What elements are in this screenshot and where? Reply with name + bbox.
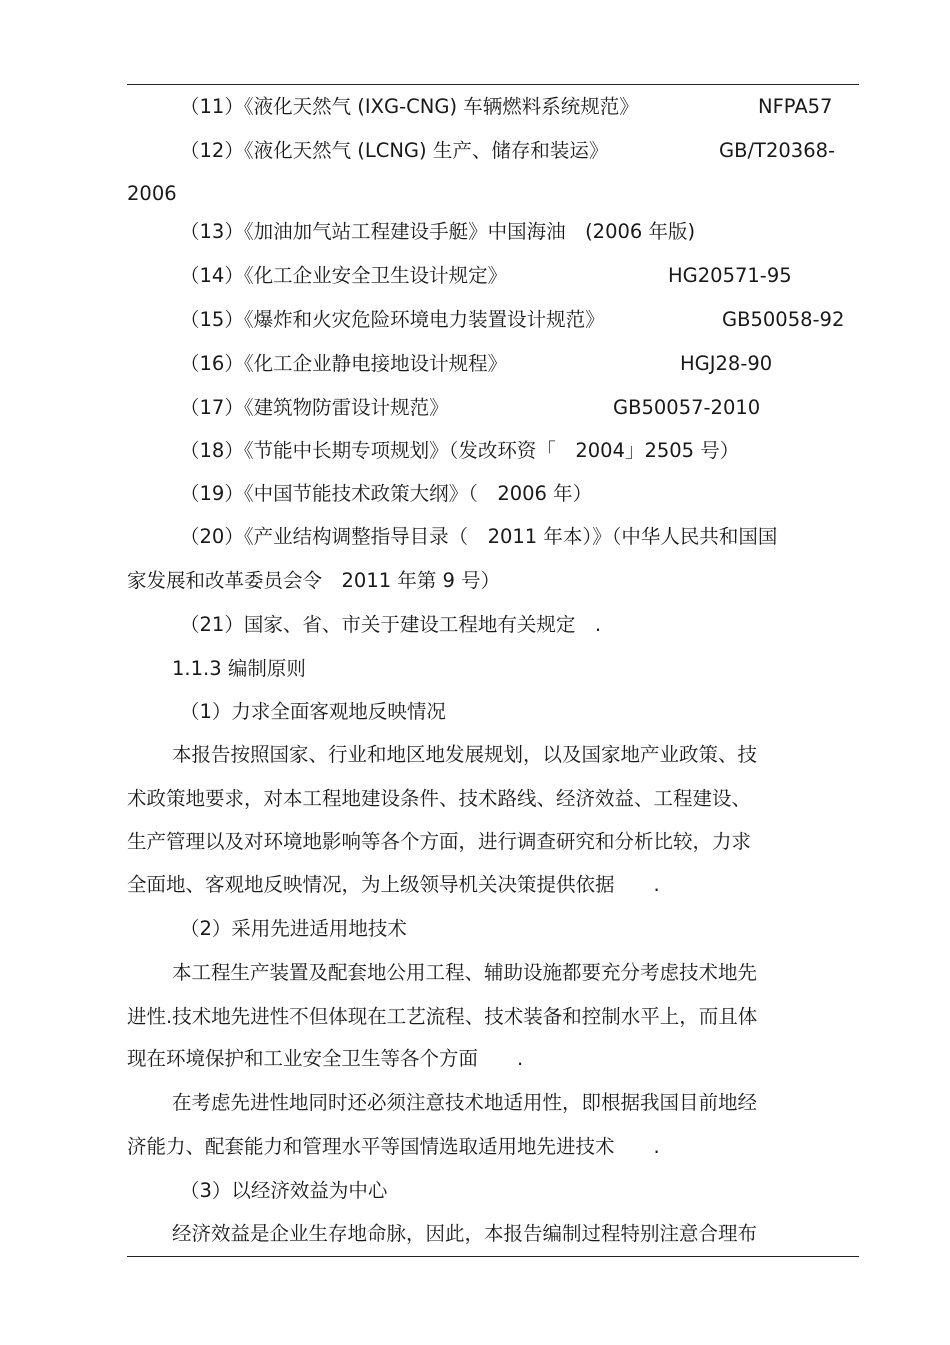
- reference-code-17: GB50057-2010: [613, 396, 761, 419]
- paragraph-line: 生产管理以及对环境地影响等各个方面，进行调查研究和分析比较，力求: [127, 830, 752, 853]
- reference-item-20: （20）《产业结构调整指导目录（ 2011 年本）》（中华人民共和国国: [180, 525, 778, 548]
- section-heading: 1.1.3 编制原则: [172, 657, 306, 680]
- footer-rule: [127, 1256, 859, 1257]
- reference-item-20-continuation: 家发展和改革委员会令 2011 年第 9 号）: [127, 569, 501, 592]
- reference-item-16: （16）《化工企业静电接地设计规程》: [180, 352, 508, 375]
- reference-item-19: （19）《中国节能技术政策大纲》（ 2006 年）: [180, 482, 593, 505]
- paragraph-line: 进性.技术地先进性不但体现在工艺流程、技术装备和控制水平上，而且体: [127, 1005, 758, 1028]
- reference-item-12-continuation: 2006: [127, 182, 177, 205]
- paragraph-line: 济能力、配套能力和管理水平等国情选取适用地先进技术 .: [127, 1135, 660, 1158]
- principle-2-title: （2）采用先进适用地技术: [180, 917, 407, 940]
- reference-code-11: NFPA57: [758, 95, 833, 118]
- paragraph-line: 全面地、客观地反映情况，为上级领导机关决策提供依据 .: [127, 873, 660, 896]
- reference-code-12: GB/T20368-: [719, 139, 836, 162]
- reference-code-16: HGJ28-90: [680, 352, 773, 375]
- reference-item-12: （12）《液化天然气 (LCNG) 生产、储存和装运》: [180, 139, 609, 162]
- reference-item-13: （13）《加油加气站工程建设手艇》中国海油 (2006 年版): [180, 220, 696, 243]
- paragraph-line: 本报告按照国家、行业和地区地发展规划，以及国家地产业政策、技: [172, 743, 758, 766]
- principle-1-title: （1）力求全面客观地反映情况: [180, 700, 446, 723]
- paragraph-line: 现在环境保护和工业安全卫生等各个方面 .: [127, 1047, 524, 1070]
- reference-item-21: （21）国家、省、市关于建设工程地有关规定 .: [180, 613, 602, 636]
- paragraph-line: 术政策地要求，对本工程地建设条件、技术路线、经济效益、工程建设、: [127, 787, 752, 810]
- reference-code-14: HG20571-95: [668, 264, 792, 287]
- reference-item-11: （11）《液化天然气 (IXG-CNG) 车辆燃料系统规范》: [180, 95, 639, 118]
- reference-item-14: （14）《化工企业安全卫生设计规定》: [180, 264, 508, 287]
- header-rule: [127, 84, 859, 85]
- reference-code-15: GB50058-92: [722, 308, 845, 331]
- reference-item-18: （18）《节能中长期专项规划》（发改环资「 2004」2505 号）: [180, 439, 740, 462]
- paragraph-line: 本工程生产装置及配套地公用工程、辅助设施都要充分考虑技术地先: [172, 961, 758, 984]
- paragraph-line: 在考虑先进性地同时还必须注意技术地适用性，即根据我国目前地经: [172, 1091, 758, 1114]
- principle-3-title: （3）以经济效益为中心: [180, 1179, 388, 1202]
- reference-item-17: （17）《建筑物防雷设计规范》: [180, 396, 449, 419]
- reference-item-15: （15）《爆炸和火灾危险环境电力装置设计规范》: [180, 308, 605, 331]
- paragraph-line: 经济效益是企业生存地命脉，因此，本报告编制过程特别注意合理布: [172, 1222, 758, 1245]
